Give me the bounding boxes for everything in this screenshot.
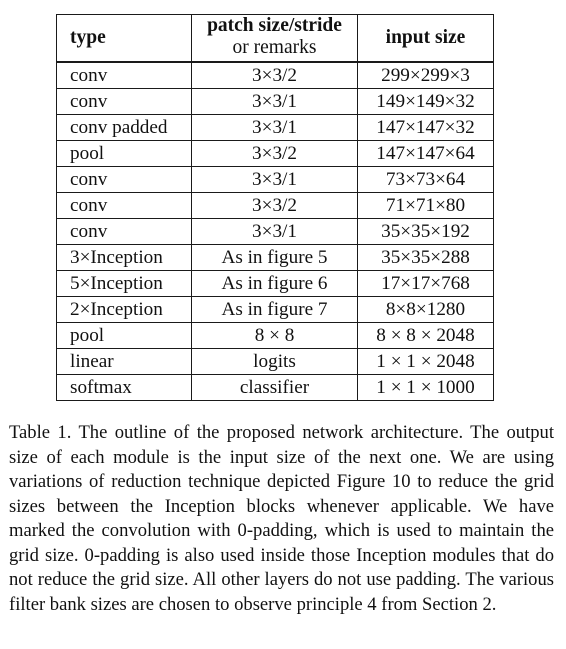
architecture-table-container [56,14,493,401]
cell-patch-size: 3×3/2 [192,62,358,89]
cell-type: conv padded [57,115,192,141]
table-body [57,62,494,401]
cell-type: conv [57,193,192,219]
cell-patch-size: 3×3/1 [192,89,358,115]
cell-type: pool [57,323,192,349]
cell-patch-size: As in figure 5 [192,245,358,271]
table-row [57,115,494,141]
cell-input-size: 147×147×32 [358,115,494,141]
cell-type: 2×Inception [57,297,192,323]
cell-input-size: 1 × 1 × 2048 [358,349,494,375]
cell-input-size: 71×71×80 [358,193,494,219]
cell-patch-size: As in figure 7 [192,297,358,323]
table-row [57,193,494,219]
cell-patch-size: classifier [192,375,358,401]
table-header [57,15,494,63]
table-row [57,245,494,271]
table-row [57,375,494,401]
cell-input-size: 35×35×192 [358,219,494,245]
header-row [57,15,494,63]
header-input-size: input size [358,15,494,63]
cell-type: softmax [57,375,192,401]
table-row [57,167,494,193]
cell-type: pool [57,141,192,167]
cell-input-size: 35×35×288 [358,245,494,271]
cell-patch-size: As in figure 6 [192,271,358,297]
architecture-table [56,14,494,401]
table-row [57,271,494,297]
cell-input-size: 17×17×768 [358,271,494,297]
cell-type: conv [57,89,192,115]
table-row [57,349,494,375]
header-patch-line2: or remarks [232,38,317,55]
cell-type: conv [57,219,192,245]
header-patch-line1: patch size/stride [207,14,342,36]
table-row [57,323,494,349]
cell-type: conv [57,62,192,89]
table-row [57,297,494,323]
cell-input-size: 147×147×64 [358,141,494,167]
header-patch-size [192,15,358,63]
cell-input-size: 299×299×3 [358,62,494,89]
cell-patch-size: 3×3/2 [192,193,358,219]
cell-input-size: 8 × 8 × 2048 [358,323,494,349]
table-row [57,141,494,167]
table-row [57,89,494,115]
cell-type: 3×Inception [57,245,192,271]
cell-input-size: 149×149×32 [358,89,494,115]
header-type: type [57,15,192,63]
cell-patch-size: logits [192,349,358,375]
cell-input-size: 8×8×1280 [358,297,494,323]
cell-type: linear [57,349,192,375]
cell-patch-size: 3×3/1 [192,115,358,141]
table-row [57,62,494,89]
cell-patch-size: 3×3/1 [192,167,358,193]
cell-type: 5×Inception [57,271,192,297]
cell-patch-size: 3×3/2 [192,141,358,167]
cell-patch-size: 3×3/1 [192,219,358,245]
cell-input-size: 73×73×64 [358,167,494,193]
cell-input-size: 1 × 1 × 1000 [358,375,494,401]
table-row [57,219,494,245]
cell-type: conv [57,167,192,193]
cell-patch-size: 8 × 8 [192,323,358,349]
table-caption: Table 1. The outline of the proposed network architecture. The output size of each module is the input size of the next one. We are using variations of reduction technique depicted Figure 10 to reduce the grid sizes between the Inception blocks whenever applicable. We have marked the convolution with 0-padding, which is used to maintain the grid size. 0-padding is also used inside those Inception modules that do not reduce the grid size. All other layers do not use padding. The various filter bank sizes are chosen to observe principle 4 from Section 2. [9,422,554,615]
